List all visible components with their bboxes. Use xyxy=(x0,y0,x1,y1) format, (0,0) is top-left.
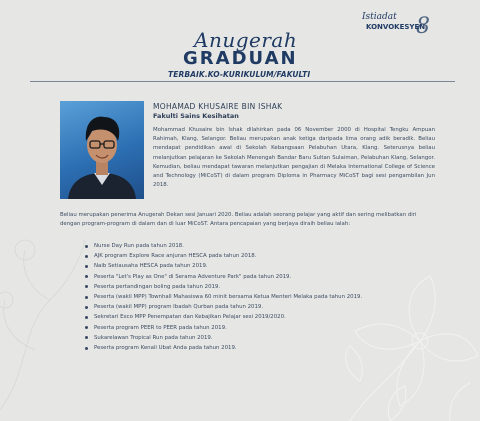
achievements-list xyxy=(85,241,425,353)
award-subtitle: TERBAIK.KO-KURIKULUM/FAKULTI xyxy=(168,70,311,79)
list-item: Sekretari Exco MPP Penempatan dan Kebajikan Pelajar sesi 2019/2020. xyxy=(85,312,425,322)
header xyxy=(0,0,480,90)
header-divider xyxy=(30,81,455,82)
logo-script-text: Istiadat xyxy=(362,12,397,22)
list-item: Peserta pertandingan boling pada tahun 2019. xyxy=(85,282,425,292)
list-item: AJK program Explore Race anjuran HESCA pada tahun 2018. xyxy=(85,251,425,261)
logo-main-text: KONVOKESYEN xyxy=(366,23,426,31)
achievements-intro: Beliau merupakan penerima Anugerah Dekan sesi Januari 2020. Beliau adalah seorang pelajar yang aktif dan sering melibatkan diri dengan program-program di dalam dan di luar MiCoST. Antara pencapaian yang berjaya diraih beliau ialah: xyxy=(60,212,417,228)
award-title-main: GRADUAN xyxy=(183,48,298,69)
logo-number: 8 xyxy=(416,14,430,39)
list-item: Sukarelawan Tropical Run pada tahun 2019. xyxy=(85,333,425,343)
list-item: Naib Setiausaha HESCA pada tahun 2019. xyxy=(85,261,425,271)
graduate-faculty: Fakulti Sains Kesihatan xyxy=(153,112,239,120)
award-title-script: Anugerah xyxy=(194,28,298,52)
list-item: Peserta program Kenali Ubat Anda pada tahun 2019. xyxy=(85,343,425,353)
graduate-name: MOHAMAD KHUSAIRE BIN ISHAK xyxy=(153,102,283,111)
list-item: Peserta (wakil MPP) Townhall Mahasiswa 60 minit bersama Ketua Menteri Melaka pada tahun 2019. xyxy=(85,292,425,302)
list-item: Peserta "Let's Play as One" di Serama Adventure Park" pada tahun 2019. xyxy=(85,272,425,282)
convocation-logo xyxy=(362,12,442,52)
graduate-biography: Mohammad Khusaire bin Ishak dilahirkan pada 06 November 2000 di Hospital Tengku Ampuan Rahimah, Klang, Selangor. Beliau merupakan anak ketiga daripada lima orang adik beradik. Beliau mendapat pendidikan awal di Sekolah Kebangsaan Pelabuhan Utara, Klang. Seterusnya beliau melanjutkan pelajaran ke Sekolah Menengah Bandar Baru Sultan Sulaiman, Pelabuhan Klang, Selangor. Kemudian, beliau mendapat tawaran melanjutkan pengajian di Melaka International College of Science and Technology (MiCoST) di dalam program Diploma in Pharmacy MiCoST bagi sesi pengambilan Jun 2018. xyxy=(153,127,435,189)
list-item: Peserta (wakil MPP) program Ibadah Qurban pada tahun 2019. xyxy=(85,302,425,312)
list-item: Nurse Day Run pada tahun 2018. xyxy=(85,241,425,251)
graduate-photo xyxy=(60,101,144,199)
list-item: Peserta program PEER to PEER pada tahun 2019. xyxy=(85,323,425,333)
